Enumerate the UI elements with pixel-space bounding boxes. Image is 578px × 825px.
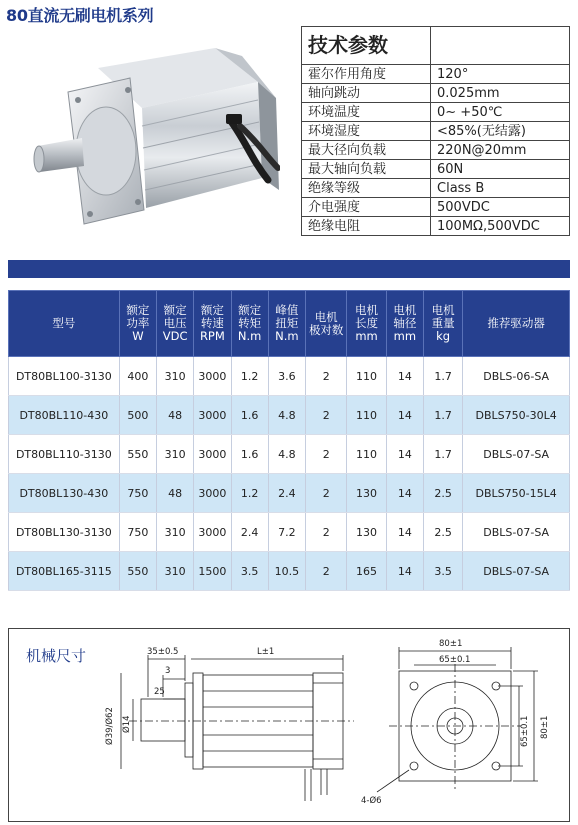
spec-value-cell: 14 [386,552,423,591]
spec-value-cell: 14 [386,474,423,513]
spec-value-cell: 1.6 [231,435,268,474]
spec-value-cell: DBLS750-30L4 [463,396,570,435]
tech-param-label: 绝缘等级 [302,179,431,198]
spec-header-line: 极对数 [308,322,344,337]
spec-value-cell: DBLS-07-SA [463,435,570,474]
spec-header-cell [347,291,386,357]
tech-param-value: Class B [431,179,570,198]
spec-value-cell: DBLS-06-SA [463,357,570,396]
spec-header-cell [306,291,347,357]
spec-value-cell: 14 [386,357,423,396]
spec-value-cell: 400 [119,357,156,396]
spec-header-line: VDC [162,329,188,343]
spec-value-cell: 310 [157,357,194,396]
dim-body-length: L±1 [257,647,275,657]
spec-value-cell: 550 [119,552,156,591]
tech-param-value: 60N [431,160,570,179]
model-cell: DT80BL130-430 [9,474,120,513]
spec-value-cell: 500 [119,396,156,435]
tech-param-label: 最大径向负载 [302,141,431,160]
spec-header-line: 额定 [163,303,187,317]
table-row [9,513,570,552]
spec-header-line: 扭矩 [275,316,299,330]
spec-value-cell: 7.2 [268,513,305,552]
tech-param-value: <85%(无结露) [431,122,570,141]
model-cell: DT80BL110-430 [9,396,120,435]
spec-value-cell: 1.2 [231,357,268,396]
motor-photo [30,30,280,235]
spec-value-cell: 2 [306,396,347,435]
model-cell: DT80BL130-3130 [9,513,120,552]
spec-value-cell: 1.7 [423,396,462,435]
spec-header-cell [268,291,305,357]
dim-shaft-diameter: Ø14 [122,715,132,733]
dim-mount-holes: 4-Ø6 [361,796,382,806]
tech-param-value: 120° [431,65,570,84]
spec-value-cell: 2 [306,357,347,396]
mechanical-dimensions-panel [8,628,570,822]
tech-params-title: 技术参数 [302,27,431,65]
spec-value-cell: 1.7 [423,435,462,474]
spec-value-cell: 110 [347,435,386,474]
dim-step: 3 [165,666,171,676]
spec-value-cell: 310 [157,552,194,591]
spec-header-line: W [132,329,144,343]
spec-header-line: N.m [275,329,299,343]
dim-pilot-diameter: Ø39/Ø62 [105,707,115,745]
spec-value-cell: 2.4 [231,513,268,552]
section-divider-band [8,260,570,278]
spec-header-line: 电机 [355,303,379,317]
dim-hole-pitch-y: 65±0.1 [520,715,530,747]
spec-header-line: 电机 [314,309,338,324]
spec-value-cell: 3000 [194,357,231,396]
spec-header-line: 额定 [126,303,150,317]
spec-value-cell: 14 [386,435,423,474]
spec-value-cell: 2 [306,513,347,552]
model-cell: DT80BL110-3130 [9,435,120,474]
spec-value-cell: DBLS-07-SA [463,552,570,591]
spec-header-cell [157,291,194,357]
table-row [9,357,570,396]
spec-value-cell: 2.5 [423,513,462,552]
spec-header-cell [194,291,231,357]
spec-header-line: 额定 [238,303,262,317]
spec-value-cell: 4.8 [268,396,305,435]
spec-header-line: 长度 [355,316,379,330]
spec-header-line: 轴径 [393,316,417,330]
spec-value-cell: 750 [119,474,156,513]
spec-header-line: 转矩 [238,316,262,330]
spec-header-line: 电机 [393,303,417,317]
spec-value-cell: 14 [386,396,423,435]
tech-param-row [302,84,570,103]
tech-param-row [302,141,570,160]
tech-param-label: 环境湿度 [302,122,431,141]
tech-param-label: 霍尔作用角度 [302,65,431,84]
dim-key-length: 25 [154,687,165,697]
spec-header-line: 推荐驱动器 [487,316,545,330]
spec-value-cell: 2 [306,435,347,474]
dim-hole-pitch-x: 65±0.1 [439,655,471,665]
spec-value-cell: 3.5 [423,552,462,591]
spec-value-cell: 310 [157,513,194,552]
spec-header-line: 额定 [200,303,224,317]
spec-value-cell: 10.5 [268,552,305,591]
tech-param-row [302,103,570,122]
spec-value-cell: 130 [347,513,386,552]
spec-value-cell: 3000 [194,396,231,435]
model-cell: DT80BL165-3115 [9,552,120,591]
tech-params-table [301,26,570,236]
spec-value-cell: 1.2 [231,474,268,513]
tech-param-value: 100MΩ,500VDC [431,217,570,236]
page-title: 80直流无刷电机系列 [6,6,154,25]
tech-param-value: 220N@20mm [431,141,570,160]
spec-value-cell: 2.5 [423,474,462,513]
tech-params-title-blank [431,27,570,65]
dim-flange-height: 80±1 [540,715,550,739]
spec-header-line: mm [355,329,378,343]
tech-param-label: 介电强度 [302,198,431,217]
spec-value-cell: DBLS750-15L4 [463,474,570,513]
spec-value-cell: 3000 [194,513,231,552]
tech-param-label: 最大轴向负载 [302,160,431,179]
spec-value-cell: 3.6 [268,357,305,396]
spec-header-cell [231,291,268,357]
spec-value-cell: 3000 [194,474,231,513]
spec-header-cell [463,291,570,357]
spec-value-cell: 1500 [194,552,231,591]
spec-header-line: 电压 [163,316,187,330]
spec-table [8,290,570,591]
spec-header-cell [9,291,120,357]
spec-value-cell: 3000 [194,435,231,474]
tech-param-label: 轴向跳动 [302,84,431,103]
tech-param-row [302,160,570,179]
spec-value-cell: 750 [119,513,156,552]
spec-value-cell: 4.8 [268,435,305,474]
tech-param-value: 0.025mm [431,84,570,103]
dim-flange-width: 80±1 [439,639,463,649]
tech-param-label: 绝缘电阻 [302,217,431,236]
spec-header-line: RPM [199,329,225,343]
spec-value-cell: 165 [347,552,386,591]
spec-header-cell [423,291,462,357]
spec-value-cell: 110 [347,357,386,396]
spec-value-cell: 110 [347,396,386,435]
tech-param-row [302,217,570,236]
spec-value-cell: 2 [306,552,347,591]
spec-value-cell: 550 [119,435,156,474]
spec-value-cell: 310 [157,435,194,474]
tech-param-row [302,179,570,198]
table-row [9,552,570,591]
spec-value-cell: DBLS-07-SA [463,513,570,552]
spec-value-cell: 130 [347,474,386,513]
spec-header-cell [119,291,156,357]
table-row [9,435,570,474]
tech-param-row [302,65,570,84]
spec-value-cell: 48 [157,474,194,513]
spec-header-line: 峰值 [275,303,299,317]
spec-value-cell: 1.7 [423,357,462,396]
spec-header-line: 电机 [431,303,455,317]
mechanical-drawing [9,629,569,821]
table-row [9,474,570,513]
spec-value-cell: 3.5 [231,552,268,591]
tech-param-row [302,198,570,217]
spec-header-line: mm [393,329,417,343]
spec-value-cell: 2 [306,474,347,513]
spec-value-cell: 2.4 [268,474,305,513]
spec-value-cell: 14 [386,513,423,552]
tech-param-value: 0~ +50℃ [431,103,570,122]
tech-param-row [302,122,570,141]
tech-param-value: 500VDC [431,198,570,217]
table-row [9,396,570,435]
spec-header-line: N.m [237,329,262,343]
spec-header-line: 重量 [431,316,455,330]
spec-header-line: 转速 [200,316,224,330]
spec-header-cell [386,291,423,357]
spec-header-line: kg [436,329,451,343]
spec-header-line: 型号 [52,316,76,330]
tech-param-label: 环境温度 [302,103,431,122]
spec-value-cell: 48 [157,396,194,435]
spec-value-cell: 1.6 [231,396,268,435]
model-cell: DT80BL100-3130 [9,357,120,396]
dim-shaft-length: 35±0.5 [147,647,179,657]
spec-header-line: 功率 [126,316,150,330]
mechanical-dimensions-title: 机械尺寸 [26,647,87,665]
